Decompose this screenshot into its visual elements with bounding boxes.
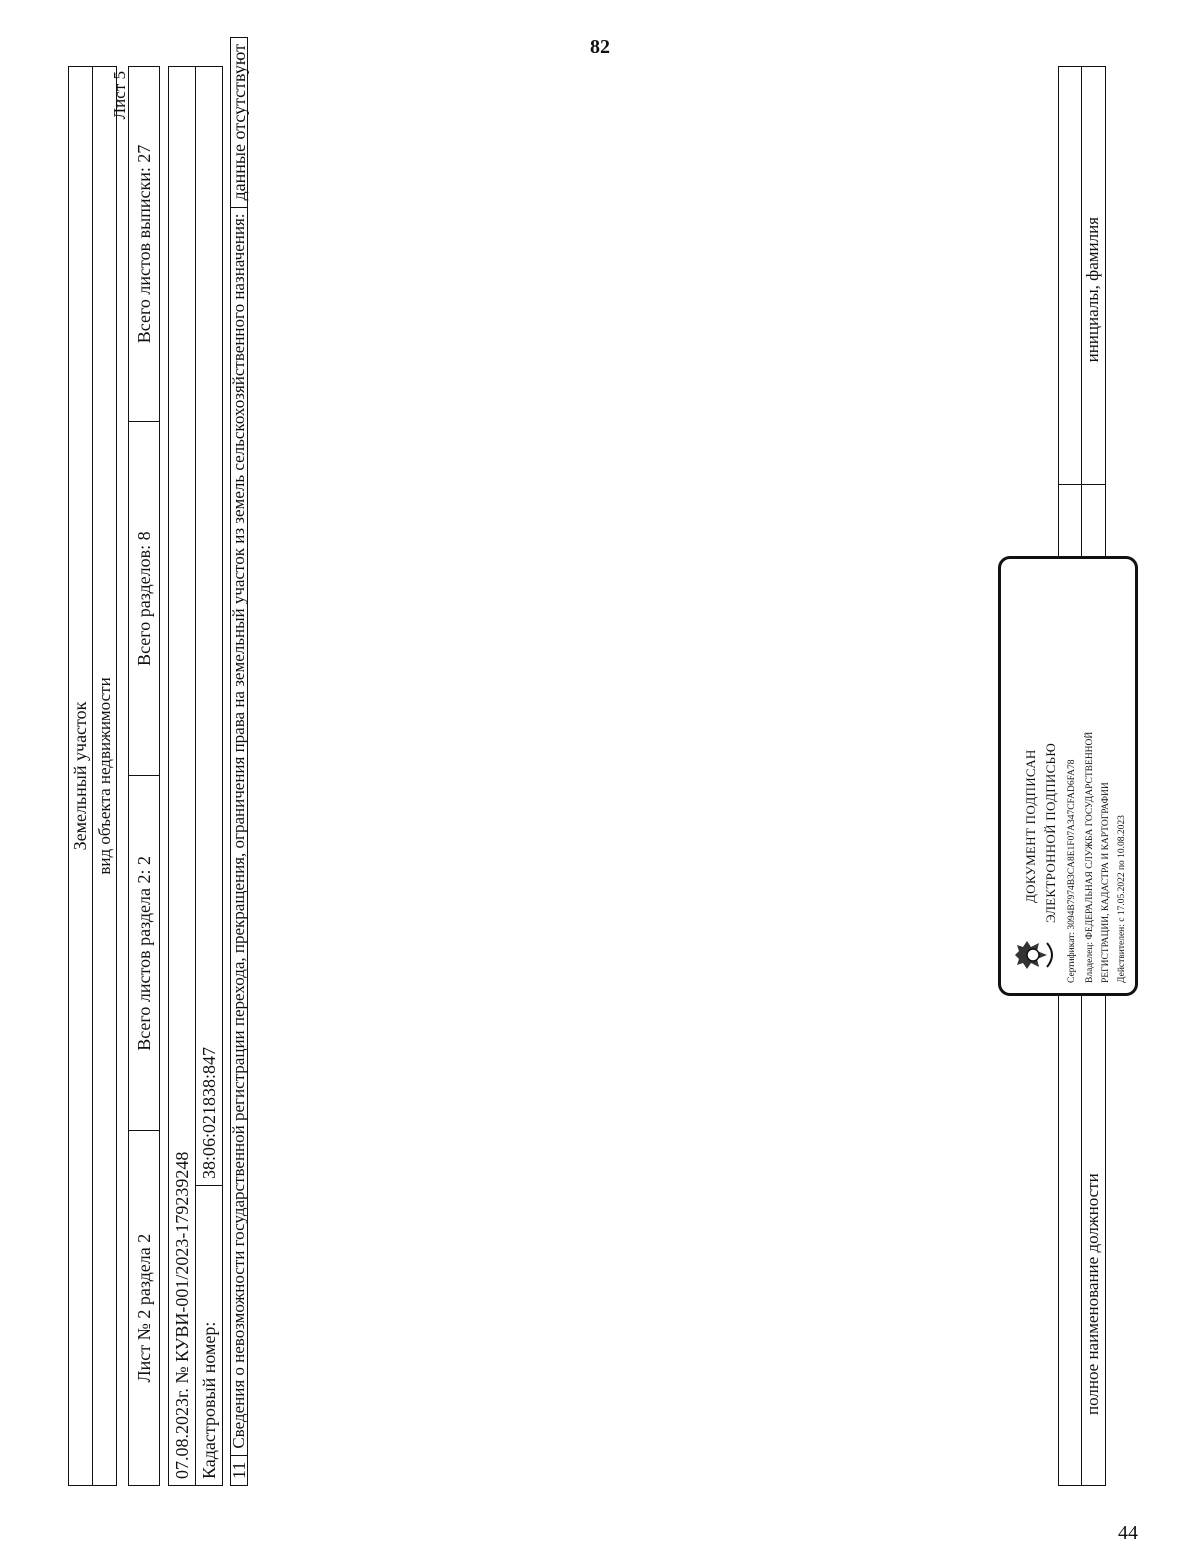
- section-info-table: [128, 66, 160, 1486]
- stamp-validity: Действителен: с 17.05.2022 по 10.08.2023: [1117, 815, 1127, 983]
- stamp-owner-1: Владелец: ФЕДЕРАЛЬНАЯ СЛУЖБА ГОСУДАРСТВЕННОЙ: [1085, 731, 1095, 983]
- object-type-table: [68, 66, 117, 1486]
- sections-total: Всего разделов: 8: [129, 421, 160, 776]
- name-caption: инициалы, фамилия: [1083, 217, 1102, 363]
- sheet-number: Лист № 2 раздела 2: [129, 1131, 160, 1486]
- position-caption: полное наименование должности: [1083, 1173, 1102, 1415]
- object-subtitle: вид объекта недвижимости: [93, 67, 117, 1486]
- coat-of-arms-icon: [1009, 929, 1061, 981]
- electronic-signature-stamp: [998, 556, 1138, 996]
- extract-info-table: [168, 66, 223, 1486]
- sheets-total: Всего листов выписки: 27: [129, 67, 160, 422]
- extract-date-number: 07.08.2023г. № КУВИ-001/2023-179239248: [169, 67, 196, 1486]
- sheet-label: Лист 5: [110, 71, 129, 120]
- stamp-owner-2: РЕГИСТРАЦИИ, КАДАСТРА И КАРТОГРАФИИ: [1101, 782, 1111, 983]
- rotated-document: [40, 16, 1140, 1486]
- sheets-in-section: Всего листов раздела 2: 2: [129, 776, 160, 1131]
- row-description: Сведения о невозможности государственной регистрации перехода, прекращения, ограничения права на земельный участок из земель сельскохозяйственного назначения:: [231, 207, 248, 1455]
- stamp-title-1: ДОКУМЕНТ ПОДПИСАН: [1023, 749, 1038, 903]
- footer-page-number: 44: [1118, 1522, 1138, 1544]
- registration-info-table: [230, 37, 248, 1486]
- object-title: Земельный участок: [69, 67, 93, 1486]
- stamp-certificate: Сертификат: 3094B7974B3CA8E1F07A347CFAD6FA78: [1067, 759, 1077, 983]
- cadastral-number: 38:06:021838:847: [196, 67, 223, 1186]
- cadastral-label: Кадастровый номер:: [196, 1186, 223, 1486]
- row-value: данные отсутствуют: [231, 38, 248, 208]
- page-number: 82: [590, 36, 610, 58]
- row-number: 11: [231, 1455, 248, 1485]
- stamp-title-2: ЭЛЕКТРОННОЙ ПОДПИСЬЮ: [1043, 743, 1058, 923]
